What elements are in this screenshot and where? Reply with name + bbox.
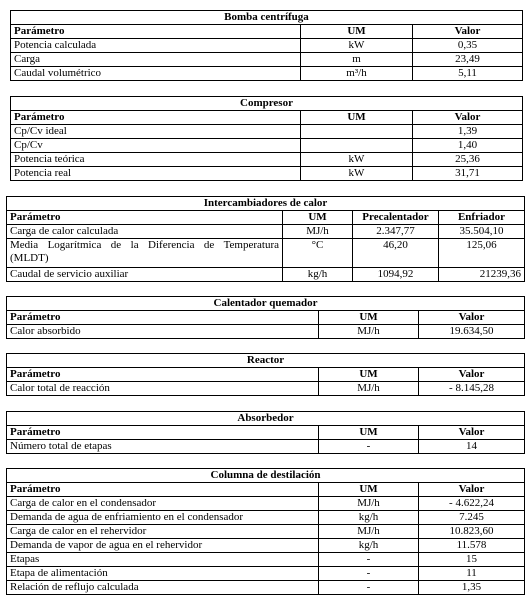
value-cell: 125,06	[439, 239, 525, 268]
col-header: Parámetro	[7, 211, 283, 225]
param-cell: Demanda de vapor de agua en el rehervidor	[7, 539, 319, 553]
param-cell: Carga	[11, 53, 301, 67]
value-cell: 1094,92	[353, 268, 439, 282]
value-cell: 19.634,50	[419, 325, 525, 339]
param-cell: Carga de calor en el rehervidor	[7, 525, 319, 539]
table-title: Calentador quemador	[7, 297, 525, 311]
unit-cell: -	[319, 553, 419, 567]
param-cell: Potencia calculada	[11, 39, 301, 53]
unit-cell: kg/h	[319, 539, 419, 553]
col-header: Valor	[419, 368, 525, 382]
table-row	[7, 325, 525, 339]
table-title: Reactor	[7, 354, 525, 368]
param-cell: Cp/Cv	[11, 139, 301, 153]
value-cell: 23,49	[413, 53, 523, 67]
table-row	[7, 567, 525, 581]
value-cell: 7.245	[419, 511, 525, 525]
col-header: Parámetro	[11, 111, 301, 125]
param-cell: Caudal volumétrico	[11, 67, 301, 81]
param-cell: Calor absorbido	[7, 325, 319, 339]
col-header: Parámetro	[7, 426, 319, 440]
unit-cell: kW	[301, 153, 413, 167]
param-cell: Número total de etapas	[7, 440, 319, 454]
reactor-table	[6, 353, 525, 396]
value-cell: 0,35	[413, 39, 523, 53]
col-header: UM	[319, 368, 419, 382]
value-cell: 25,36	[413, 153, 523, 167]
col-header: Valor	[413, 25, 523, 39]
table-row	[11, 53, 523, 67]
table-row	[7, 268, 525, 282]
unit-cell: MJ/h	[319, 325, 419, 339]
param-cell: Media Logarítmica de la Diferencia de Temperatura (MLDT)	[7, 239, 283, 268]
unit-cell: -	[319, 581, 419, 595]
col-header: Enfriador	[439, 211, 525, 225]
col-header: Valor	[413, 111, 523, 125]
table-title: Absorbedor	[7, 412, 525, 426]
value-cell: 35.504,10	[439, 225, 525, 239]
calentador-table	[6, 296, 525, 339]
compresor-table	[10, 96, 523, 181]
col-header: UM	[319, 483, 419, 497]
col-header: UM	[319, 426, 419, 440]
col-header: Parámetro	[7, 483, 319, 497]
table-row	[7, 553, 525, 567]
col-header: UM	[301, 111, 413, 125]
col-header: Parámetro	[7, 311, 319, 325]
col-header: Valor	[419, 311, 525, 325]
value-cell: 11.578	[419, 539, 525, 553]
col-header: Parámetro	[11, 25, 301, 39]
value-cell: 46,20	[353, 239, 439, 268]
intercambiadores-table	[6, 196, 525, 282]
unit-cell: kW	[301, 167, 413, 181]
col-header: UM	[283, 211, 353, 225]
table-row	[7, 511, 525, 525]
table-title: Compresor	[11, 97, 523, 111]
table-row	[7, 239, 525, 268]
table-row	[7, 539, 525, 553]
value-cell: 15	[419, 553, 525, 567]
unit-cell: MJ/h	[319, 497, 419, 511]
value-cell: 1,40	[413, 139, 523, 153]
table-row	[7, 382, 525, 396]
param-cell: Etapas	[7, 553, 319, 567]
table-row	[11, 39, 523, 53]
value-cell: 1,39	[413, 125, 523, 139]
bomba-table	[10, 10, 523, 81]
value-cell: 2.347,77	[353, 225, 439, 239]
value-cell: - 4.622,24	[419, 497, 525, 511]
unit-cell: -	[319, 567, 419, 581]
table-row	[11, 153, 523, 167]
param-cell: Potencia real	[11, 167, 301, 181]
param-cell: Cp/Cv ideal	[11, 125, 301, 139]
value-cell: 21239,36	[439, 268, 525, 282]
unit-cell: -	[319, 440, 419, 454]
unit-cell	[301, 139, 413, 153]
table-title: Columna de destilación	[7, 469, 525, 483]
table-row	[7, 525, 525, 539]
param-cell: Calor total de reacción	[7, 382, 319, 396]
param-cell: Carga de calor en el condensador	[7, 497, 319, 511]
unit-cell: kg/h	[319, 511, 419, 525]
table-row	[7, 440, 525, 454]
col-header: UM	[301, 25, 413, 39]
value-cell: 1,35	[419, 581, 525, 595]
table-title: Intercambiadores de calor	[7, 197, 525, 211]
unit-cell: MJ/h	[283, 225, 353, 239]
table-row	[11, 125, 523, 139]
param-cell: Carga de calor calculada	[7, 225, 283, 239]
unit-cell: MJ/h	[319, 525, 419, 539]
value-cell: 11	[419, 567, 525, 581]
param-cell: Etapa de alimentación	[7, 567, 319, 581]
table-title: Bomba centrífuga	[11, 11, 523, 25]
unit-cell: kW	[301, 39, 413, 53]
table-row	[7, 497, 525, 511]
value-cell: 31,71	[413, 167, 523, 181]
unit-cell: MJ/h	[319, 382, 419, 396]
col-header: Parámetro	[7, 368, 319, 382]
columna-table	[6, 468, 525, 595]
unit-cell: °C	[283, 239, 353, 268]
param-cell: Potencia teórica	[11, 153, 301, 167]
table-row	[7, 225, 525, 239]
param-cell: Demanda de agua de enfriamiento en el condensador	[7, 511, 319, 525]
unit-cell: m³/h	[301, 67, 413, 81]
value-cell: 10.823,60	[419, 525, 525, 539]
value-cell: 5,11	[413, 67, 523, 81]
col-header: Valor	[419, 483, 525, 497]
col-header: Precalentador	[353, 211, 439, 225]
value-cell: 14	[419, 440, 525, 454]
col-header: UM	[319, 311, 419, 325]
param-cell: Caudal de servicio auxiliar	[7, 268, 283, 282]
unit-cell: m	[301, 53, 413, 67]
value-cell: - 8.145,28	[419, 382, 525, 396]
unit-cell	[301, 125, 413, 139]
table-row	[11, 139, 523, 153]
absorbedor-table	[6, 411, 525, 454]
table-row	[11, 67, 523, 81]
param-cell: Relación de reflujo calculada	[7, 581, 319, 595]
unit-cell: kg/h	[283, 268, 353, 282]
col-header: Valor	[419, 426, 525, 440]
table-row	[7, 581, 525, 595]
table-row	[11, 167, 523, 181]
